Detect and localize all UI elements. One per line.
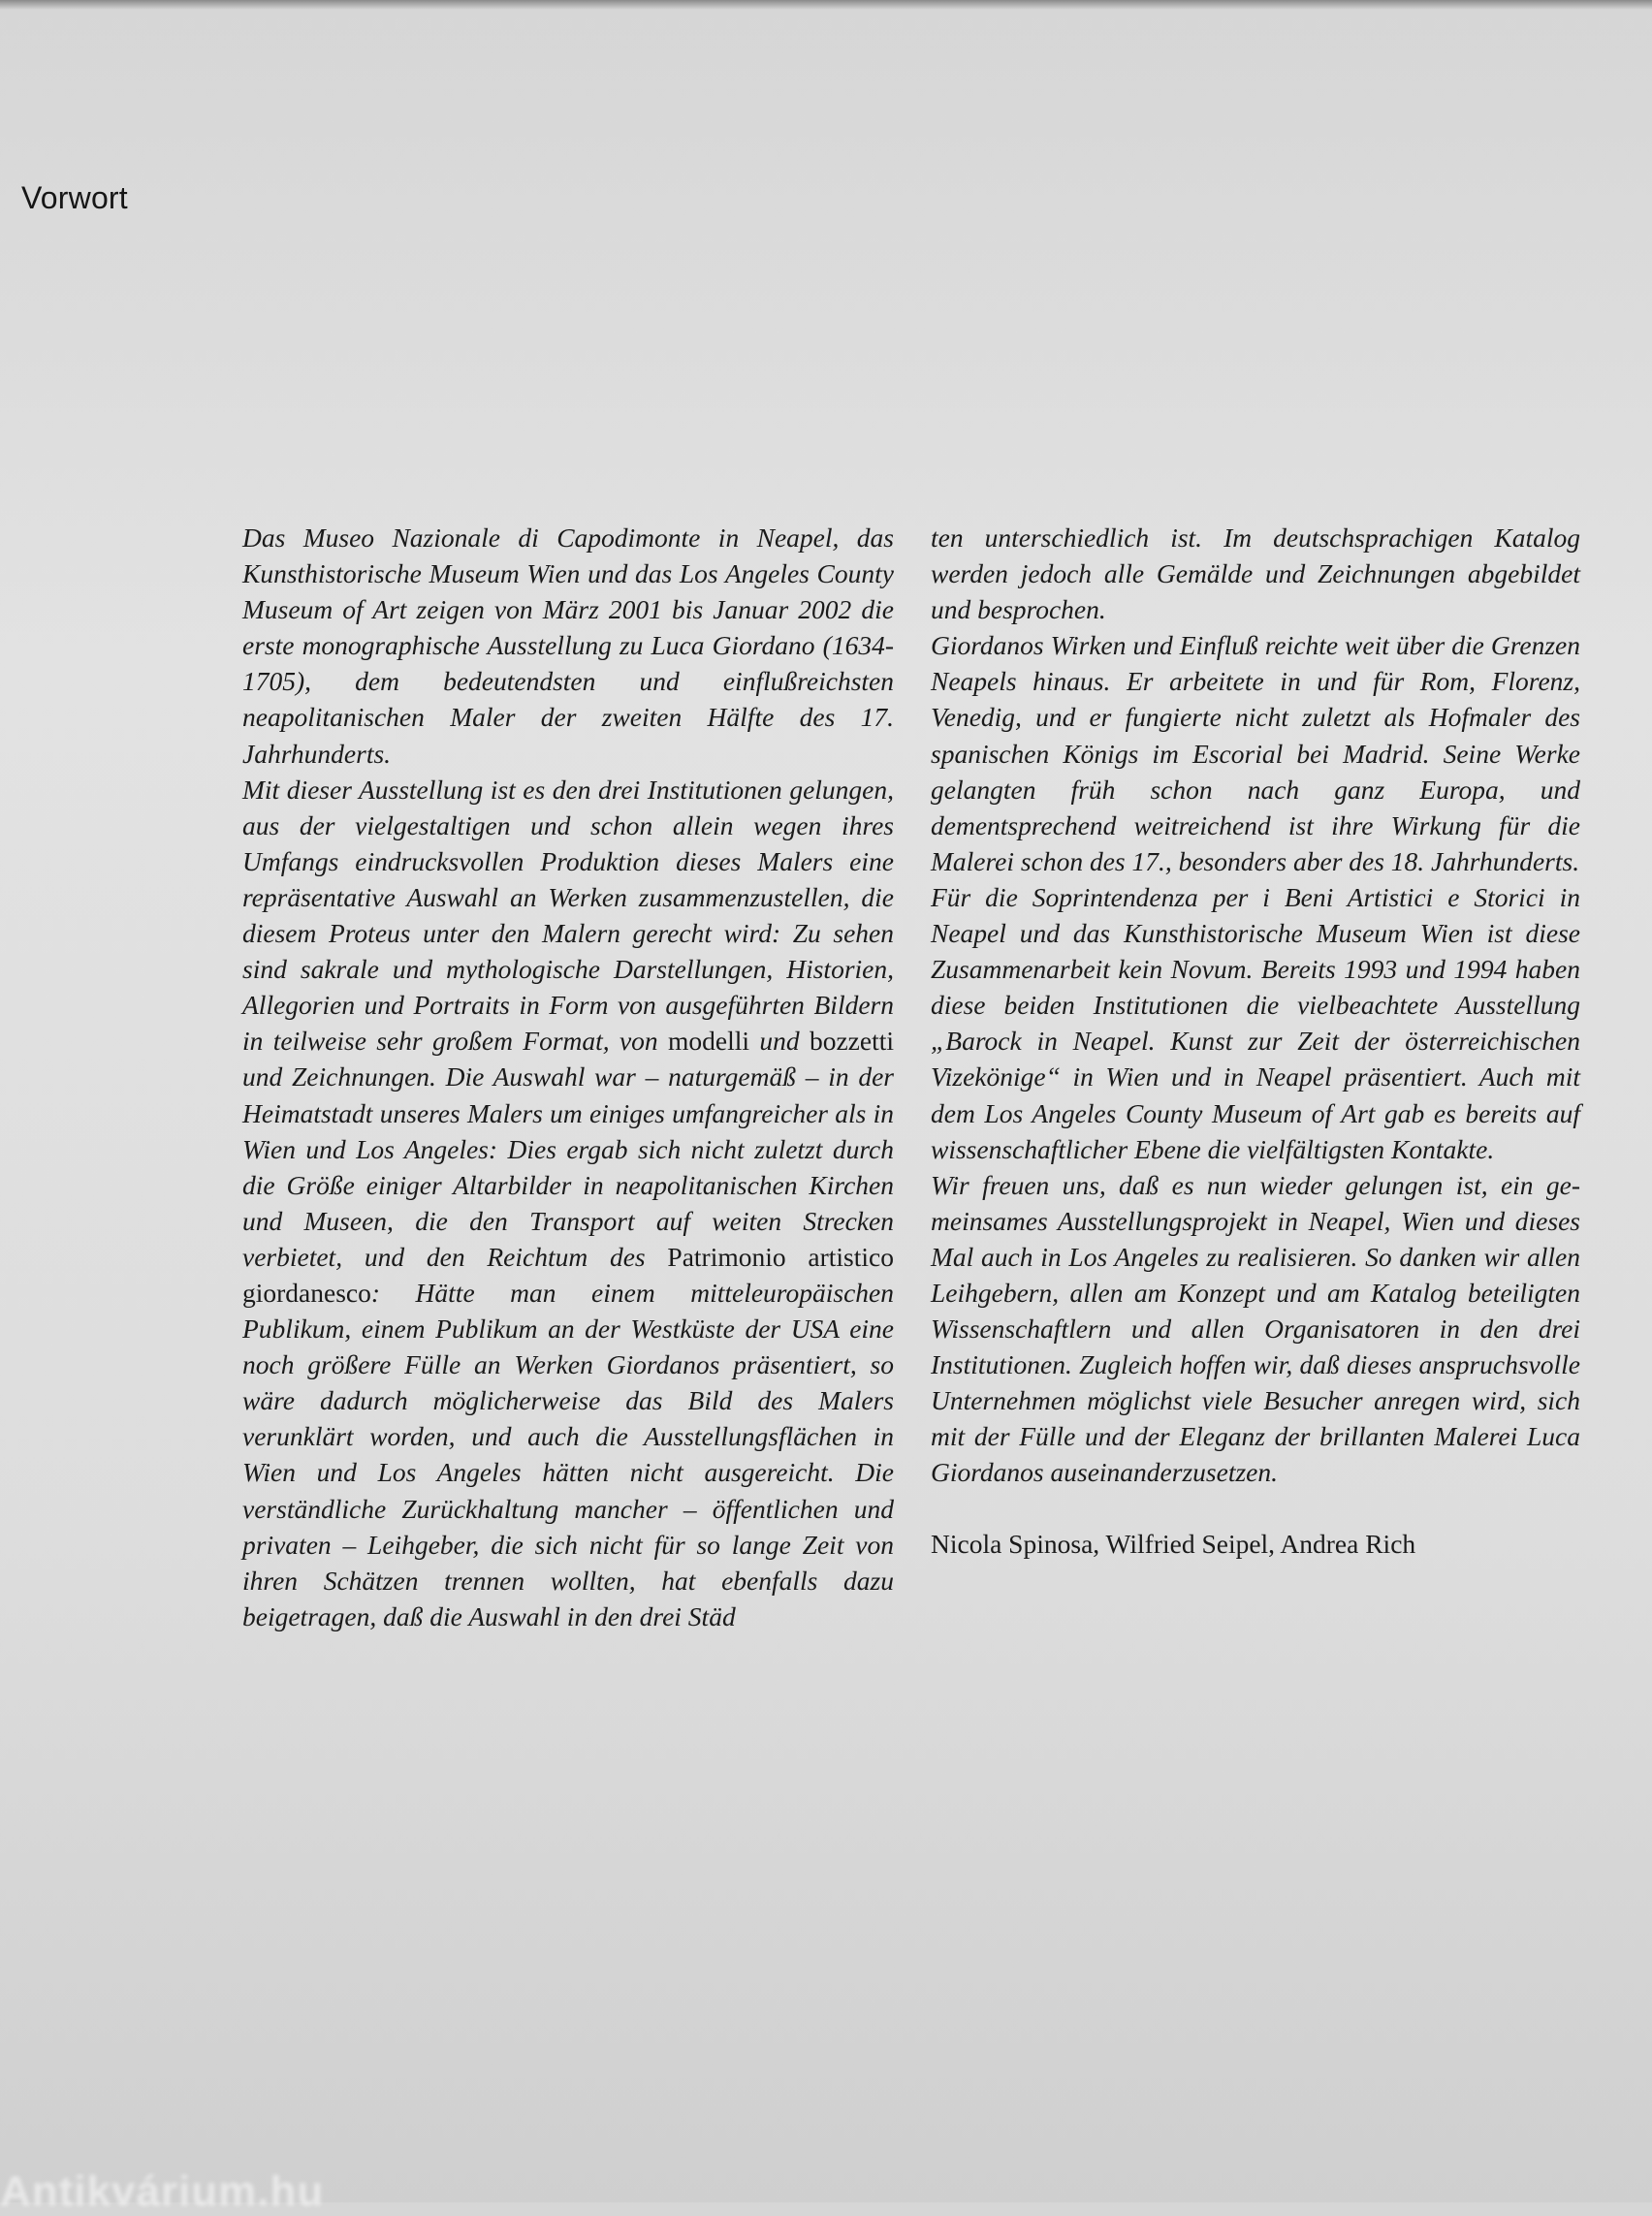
term-patrimonio: Patrimonio artistico giordanesco xyxy=(242,1241,894,1308)
watermark: Antikvárium.hu xyxy=(0,2168,325,2215)
term-modelli: modelli xyxy=(668,1026,750,1057)
text-column-right xyxy=(931,520,1580,1562)
page-heading: Vorwort xyxy=(21,180,128,215)
paragraph-influence: Giordanos Wirken und Einfluß reichte weit über die Grenzen Neapels hinaus. Er arbeitete in und für Rom, Florenz, Venedig, und er fungierte nicht zuletzt als Hofmaler des spanischen Königs im Escorial bei Madrid. Seine Werke gelangten früh schon nach ganz Europa, und dementsprechend weitreichend ist ihre Wirkung für die Malerei schon des 17., besonders aber des 18. Jahrhunderts. xyxy=(931,630,1580,876)
paragraph-selection xyxy=(242,772,894,1634)
paragraph-thanks: Wir freuen uns, daß es nun wieder gelungen ist, ein gemeinsames Ausstellungsprojekt in Neapel, Wien und dieses Mal auch in Los Angeles zu realisieren. So danken wir allen Leihgebern, allen am Konzept und am Katalog beteiligten Wissenschaftlern und allen Organisatoren in den drei Institutionen. Zugleich hoffen wir, daß dieses anspruchsvolle Unternehmen möglichst viele Besucher anregen wird, sich mit der Fülle und der Eleganz der brillanten Malerei Luca Giordanos auseinanderzusetzen. xyxy=(931,1169,1580,1488)
paragraph-collaboration: Für die Soprintendenza per i Beni Artistici e Storici in Neapel und das Kunsthistorische Museum Wien ist diese Zusammenarbeit kein Novum. Bereits 1993 und 1994 haben diese beiden Institutionen die vielbeachtete Ausstellung „Barock in Neapel. Kunst zur Zeit der österreichischen Vizekönige“ in Wien und in Neapel präsentiert. Auch mit dem Los Angeles County Museum of Art gab es bereits auf wissenschaftlicher Ebene die vielfältigsten Kontakte. xyxy=(931,881,1580,1164)
text-run: und xyxy=(749,1026,810,1057)
paragraph-selection-continued: ten unterschiedlich ist. Im deutschsprachigen Katalog werden jedoch alle Gemälde und Zeichnungen abgebildet und besprochen. xyxy=(931,522,1580,625)
text-column-left xyxy=(242,520,894,1634)
page-top-edge xyxy=(0,0,1652,10)
text-run: : Hätte man einem mitteleuropäischen Publikum, einem Publikum an der Westküste der USA eine noch größere Fülle an Werken Giordanos präsentiert, so wäre dadurch möglicherweise das Bild des Malers verunklärt worden, und auch die Ausstellungsflächen in Wien und Los Angeles hätten nicht ausgereicht. Die verständliche Zurückhaltung mancher – öffentlichen und privaten – Leihgeber, die sich nicht für so lange Zeit von ihren Schätzen trennen wollten, hat ebenfalls dazu beigetragen, daß die Auswahl in den drei Städ xyxy=(242,1277,894,1631)
signature-line: Nicola Spinosa, Wilfried Seipel, Andrea Rich xyxy=(931,1528,1416,1559)
term-bozzetti: bozzetti xyxy=(809,1026,894,1057)
text-run: und Zeichnungen. Die Auswahl war – naturgemäß – in der Heimatstadt unseres Malers um einiges umfangreicher als in Wien und Los Angeles: Dies ergab sich nicht zuletzt durch die Größe einiger Altarbilder in neapolitanischen Kirchen und Museen, die den Transport auf weiten Strecken verbietet, und den Reichtum des xyxy=(242,1061,894,1272)
paragraph-intro: Das Museo Nazionale di Capodimonte in Neapel, das Kunsthistorische Museum Wien und das Los Angeles County Museum of Art zeigen von März 2001 bis Januar 2002 die erste monographische Ausstellung zu Luca Giordano (1634-1705), dem bedeutendsten und einflußreichsten neapolitanischen Maler der zweiten Hälfte des 17. Jahrhunderts. xyxy=(242,522,894,769)
text-run: Mit dieser Ausstellung ist es den drei Institutionen gelungen, aus der vielgestaltigen und schon allein wegen ihres Umfangs eindrucksvollen Produktion dieses Malers eine repräsentative Auswahl an Werken zusammenzustellen, die diesem Proteus unter den Malern gerecht wird: Zu sehen sind sakrale und mythologische Darstellungen, Historien, Allegorien und Portraits in Form von ausgeführten Bildern in teilweise sehr großem Format, von xyxy=(242,774,894,1057)
